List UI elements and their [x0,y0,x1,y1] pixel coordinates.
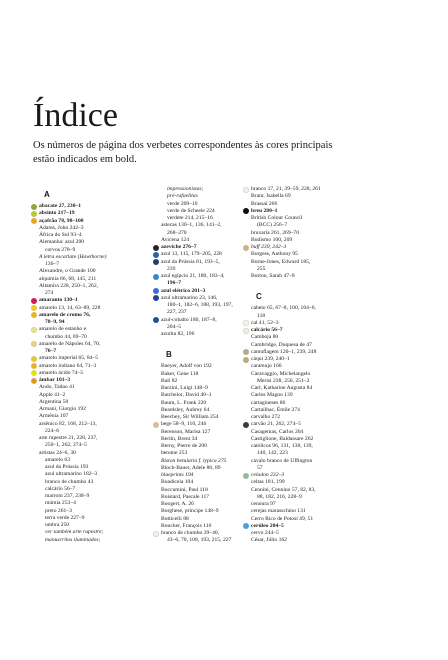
index-entry-text: pré-rafaelitas [167,193,198,200]
index-entry-text: blueprints 194 [161,472,194,478]
index-entry [32,377,158,384]
index-entry-text: azul da Prússia 81, 193–5, [161,258,220,265]
index-entry-text: Barzini, Luigi 148–9 [161,385,208,391]
index-entry-text: umbra 250 [45,522,70,528]
index-entry-text: Boccumini, Paul 118 [161,486,208,493]
index-entry [32,305,158,312]
index-entry [244,273,370,280]
color-swatch-icon [243,422,249,428]
index-entry-text: amaranto 130–1 [39,297,78,304]
index-entry [244,421,370,428]
color-swatch-icon [243,473,249,479]
index-entry-text: azul da Prússia 193 [45,464,89,470]
index-entry-text: bruxaria 261, 269–70 [251,229,300,236]
index-entry [32,247,158,254]
index-entry-text: A letra escarlate (Hawthorne) [39,253,107,260]
index-entry [32,493,158,500]
index-entry [32,268,158,275]
color-swatch-icon [243,357,249,363]
color-swatch-icon [243,349,249,355]
index-entry-text: terra verde 227–9 [45,514,85,521]
index-entry [244,320,370,327]
index-entry-text: amarelo 13, 14, 63–89, 228 [39,304,101,311]
index-entry-text: 224–6 [45,427,59,434]
index-entry [244,201,370,208]
color-swatch-icon [31,298,37,304]
index-entry-text: cerúleo 204–5 [251,522,284,529]
index-entry-text: marrom 237, 238–9 [45,493,90,499]
index-entry-text: Camboja 80 [251,334,279,341]
index-entry-text: Batchelor, David 40–1 [161,392,212,399]
index-entry-text: (BCC) 256–7 [257,222,288,229]
index-entry-text: amarelo 63 [45,456,71,463]
index-entry [32,283,158,290]
index-entry-text: buff 239, 242–3 [251,244,287,250]
index-entry [32,384,158,391]
index-entry [244,230,370,237]
color-swatch-icon [31,356,37,362]
index-entry-text: carvão 21, 262, 274–5 [251,421,301,428]
color-swatch-icon [153,531,159,537]
index-entry-text: carvalho 272 [251,414,281,420]
index-entry-text: arte rupestre 21, 228, 237, [39,435,98,441]
index-entry [32,355,158,362]
index-entry-text: Bloch-Bauer, Adele 86, 89 [161,464,221,471]
index-entry-text: cabelo 65, 67–8, 100, 104–6, [251,305,316,312]
index-entry [244,378,370,385]
index-entry-text: camuflagem 120–1, 239, 248 [251,348,317,355]
index-entry-text: 274 [45,290,54,296]
color-swatch-icon [31,341,37,347]
index-entry-text: azul 13, 115, 179–205, 228 [161,251,222,258]
index-entry-text: cal 41, 52–3 [251,319,279,326]
index-entry-text: calcário 56–7 [45,485,76,492]
index-entry-text: 118 [257,312,266,319]
index-entry-text: Boucher, François 116 [161,522,212,529]
index-entry-text: alquimia 66, 68, 145, 211 [39,275,97,282]
section-spacer [244,280,370,288]
index-entry [32,529,158,536]
index-entry [244,186,370,193]
color-swatch-icon [243,328,249,334]
color-swatch-icon [243,523,249,529]
index-entry-text: Botticelli 88 [161,515,189,522]
index-entry-text: Altamira 228, 250–1, 262, [39,282,99,289]
index-entry [32,500,158,507]
index-entry-text: impressionistas; [167,186,204,192]
index-entry-text: amarelo de Nápoles 64, 70, [39,340,101,347]
index-entry [244,479,370,486]
color-swatch-icon [243,208,249,214]
index-entry-text: Burgess, Anthony 95 [251,251,298,258]
index-entry [32,392,158,399]
page-title: Índice [33,97,118,134]
index-entry-text: Beechey, Sir William 254 [161,414,219,420]
index-entry [32,218,158,225]
index-entry-text: 204–5 [167,323,181,330]
index-entry-text: Bali 82 [161,377,178,384]
index-entry [244,465,370,472]
color-swatch-icon [153,245,159,251]
color-swatch-icon [243,320,249,326]
index-entry [244,327,370,334]
index-entry-text: calcário 56–7 [251,327,283,333]
index-entry-text: Apple 41–2 [39,391,66,398]
color-swatch-icon [153,259,159,265]
index-entry [32,225,158,232]
index-entry-text: 250–1, 262, 274–5 [45,442,87,449]
index-entry-text: 180–1, 182–6, 188, 193, 197, [167,302,233,308]
color-swatch-icon [31,204,37,210]
index-entry [244,400,370,407]
index-entry-text: amarelo imperial 65, 84–5 [39,355,99,362]
index-entry-text: abacate 27, 230–1 [39,203,82,209]
index-entry [244,429,370,436]
index-entry-text: Berny, Pierre de 200 [161,443,207,449]
index-entry [32,232,158,239]
index-entry [244,494,370,501]
index-entry [32,261,158,268]
index-entry [244,472,370,479]
index-entry-text: Brassaï 266 [251,200,278,207]
index-entry [244,537,370,544]
index-entry-text: branco de chumbo 43 [45,478,94,485]
index-entry-text: Cambridge, Duquesa de 47 [251,341,312,348]
index-entry [32,319,158,326]
section-letter: A [44,190,50,199]
index-entry [244,266,370,273]
index-entry-text: Beardsley, Aubrey 64 [161,406,210,413]
index-entry-text: Armênia 107 [39,413,69,420]
index-entry [244,508,370,515]
index-entry-text: verde 209–10 [167,200,198,207]
index-entry [32,326,158,333]
index-entry-text: Cennini, Cennino 57, 82, 83, [251,486,316,493]
index-entry [32,442,158,449]
index-entry-text: Casagemas, Carlos 204 [251,428,304,435]
color-swatch-icon [31,312,37,318]
index-entry-text: âmbar 101–3 [39,377,71,383]
index-entry-text: cartagineses 86 [251,399,286,406]
index-entry [32,348,158,355]
index-entry-text: ver também arte rupestre; [45,529,104,536]
index-entry [244,530,370,537]
index-entry-text: Biston betularia f. typica 275 [161,457,227,464]
index-entry [244,501,370,508]
index-entry [32,537,158,544]
index-entry-text: Baum, L. Frank 220 [161,399,207,406]
index-entry [32,428,158,435]
index-entry-text: amarelo indiano 64, 71–3 [39,362,97,369]
index-entry-text: Alemanha: azul 200 [39,239,85,246]
section-letter: B [166,350,172,360]
index-entry [244,443,370,450]
section-letter: C [256,292,262,302]
index-entry [244,385,370,392]
index-entry [32,370,158,377]
color-swatch-icon [153,317,159,323]
index-entry-text: amarelo ácido 74–5 [39,369,84,376]
color-swatch-icon [31,327,37,333]
index-entry [244,458,370,465]
color-swatch-icon [243,187,249,193]
color-swatch-icon [153,252,159,258]
index-entry-text: corvos 278–9 [45,246,76,253]
intro-line-1: Os números de página dos verbetes correspondentes às cores principais [33,140,333,151]
index-entry [244,244,370,251]
index-entry [244,356,370,363]
index-entry-text: Berlin, Brent 34 [161,435,198,442]
index-entry [244,349,370,356]
index-entry [244,392,370,399]
index-entry-text: Borghese, príncipe 148–9 [161,508,219,515]
index-entry-text: 88, 182, 216, 228–9 [257,493,302,500]
index-entry [32,363,158,370]
index-entry [32,471,158,478]
index-entry-text: breu 280–1 [251,207,278,214]
index-entry [32,515,158,522]
index-entry-text: British Colour Council [251,215,303,221]
index-entry-text: amarelo de estanho e [39,326,87,333]
index-entry [244,450,370,457]
intro-text [33,139,423,166]
index-entry [32,421,158,428]
index-entry-text: 140, 142, 223 [257,450,288,457]
index-entry-text: Budismo 100, 209 [251,236,293,243]
index-entry-text: absinto 217–19 [39,210,75,217]
index-entry-text: Alexandre, o Grande 100 [39,268,96,275]
color-swatch-icon [31,370,37,376]
index-entry [32,290,158,297]
index-entry-text: verdete 214, 215–16 [167,215,213,221]
index-entry-text: César, Júlio 162 [251,537,287,544]
index-entry-text: Castiglione, Baldassare 262 [251,435,314,442]
index-entry [32,297,158,304]
index-entry [32,276,158,283]
index-entry [244,251,370,258]
index-entry-text: chumbo 44, 69–70 [45,333,87,340]
index-entry-text: África do Sul 93–4 [39,232,82,238]
color-swatch-icon [31,211,37,217]
index-entry-text: 43–6, 70, 108, 193, 215, 227 [167,537,232,544]
index-entry-text: cerejas marasschino 131 [251,508,306,515]
color-swatch-icon [31,378,37,384]
index-entry-text: 255 [257,265,266,272]
index-entry-text: Argentina 50 [39,398,69,405]
index-entry-text: cenoura 97 [251,501,276,507]
index-entry-text: 136–7 [45,261,59,267]
index-entry [244,407,370,414]
intro-line-2: estão indicados em bold. [33,153,137,165]
index-entry-text: bege 58–9, 110, 246 [161,421,207,428]
index-entry [244,237,370,244]
index-entry-text: astecas 130–1, 136, 141–2, [161,222,222,229]
index-entry [32,413,158,420]
index-entry-text: azul ultramarino 182–3 [45,471,98,478]
index-entry-text: açafrão 78, 98–100 [39,217,84,224]
index-entry [32,464,158,471]
color-swatch-icon [153,422,159,428]
index-entry-text: artistas 24–6, 30 [39,449,76,456]
index-entry [32,508,158,515]
index-entry-text: Carl, Katharine Augusta 84 [251,385,313,391]
index-entry-text: católicos 96, 131, 138, 139, [251,443,313,449]
index-entry [32,254,158,261]
index-entry-text: Burton, Sarah 47–8 [251,273,295,279]
index-entry [32,399,158,406]
index-entry [244,363,370,370]
index-entry [244,342,370,349]
index-entry [244,436,370,443]
index-entry-text: Boistard, Pascale 117 [161,493,210,500]
index-entry-text: Ando, Tadao 41 [39,384,75,391]
index-entry [244,523,370,530]
index-entry-text: 268–270 [167,229,187,236]
index-entry [244,259,370,266]
index-entry-text: betume 253 [161,450,188,457]
index-entry-text: Caravaggio, Michelangelo [251,370,311,377]
color-swatch-icon [31,305,37,311]
index-entry-text: Berenson, Marisa 127 [161,428,211,435]
index-entry [244,516,370,523]
index-entry-text: celtas 181, 199 [251,479,285,486]
index-entry-text: Cerro Rico de Potosí 49, 51 [251,515,314,522]
index-column-3 [244,186,370,545]
index-entry-text: azul elétrico 201–3 [161,287,206,294]
index-entry-text: Adams, John 242–3 [39,224,84,231]
index-entry-text: caramujo 160 [251,363,282,370]
index-entry-text: cavalo branco de Uffington [251,457,313,464]
index-entry-text: Armani, Giorgio 192 [39,406,86,412]
index-entry-text: arsênico 82, 168, 212–13, [39,420,97,427]
index-entry [244,305,370,312]
index-entry [32,486,158,493]
color-swatch-icon [153,288,159,294]
index-entry-text: azul ultramarino 23, 146, [161,294,218,301]
index-entry-text: cáqui 239, 240–1 [251,356,290,362]
index-entry-text: Merisi 238, 250, 251–2 [257,377,310,384]
index-entry [244,371,370,378]
color-swatch-icon [153,295,159,301]
index-entry-text: Carlos Magno 139 [251,392,293,399]
index-entry-text: Boogert, A. 26 [161,501,194,507]
color-swatch-icon [31,218,37,224]
index-entry-text: 239 [167,265,176,272]
index-entry-text: branco de chumbo 39–40, [161,530,220,536]
index-entry [244,334,370,341]
color-swatch-icon [31,363,37,369]
index-entry [244,208,370,215]
index-entry-text: amarelo de cromo 76, [39,311,91,318]
index-entry-text: azeviche 276–7 [161,244,197,250]
color-swatch-icon [243,245,249,251]
index-entry-text: Boadiceia 104 [161,479,194,486]
index-entry-text: cervo 244–5 [251,530,279,536]
index-entry-text: 196–7 [167,280,181,287]
index-entry [32,435,158,442]
index-entry [32,479,158,486]
index-entry [244,487,370,494]
index-entry-text: 227, 237 [167,309,187,316]
index-entry-text: azul-cobalto 180, 187–8, [161,316,217,323]
index-entry-text: manuscritos iluminados; [45,536,101,543]
index-entry [32,239,158,246]
index-entry [32,450,158,457]
index-entry [32,203,158,210]
index-entry [32,341,158,348]
index-entry [32,406,158,413]
index-entry-text: azul egípcio 21, 180, 183–4, [161,273,225,279]
index-entry-text: Baker, Gene 118 [161,370,199,377]
index-entry [32,312,158,319]
index-column-1 [32,186,158,544]
index-entry-text: verde de Scheele 224 [167,207,215,214]
index-entry-text: 78–9, 94 [45,319,65,325]
index-entry [244,414,370,421]
index-entry-text: branco 17, 21, 39–59, 228, 261 [251,186,321,192]
index-entry [32,334,158,341]
index-entry [244,193,370,200]
index-entry-text: celadon 232–3 [251,472,285,478]
index-entry-text: azurita 82, 196 [161,331,195,337]
index-entry-text: múmia 253–4 [45,500,76,507]
color-swatch-icon [153,274,159,280]
index-entry-text: 76–7 [45,348,57,354]
index-entry-text: Burne-Jones, Edward 185, [251,258,311,265]
index-entry-text: Cartailhac, Émile 274 [251,406,300,413]
index-entry [32,457,158,464]
index-entry-text: preto 261–3 [45,507,72,514]
index-entry-text: 57 [257,464,263,471]
index-entry [32,210,158,217]
index-entry-text: Baeyer, Adolf von 192 [161,363,212,370]
index-entry-text: Avicena 124 [161,236,190,243]
index-entry-text: Brant, Isabella 69 [251,193,291,200]
index-entry [244,313,370,320]
index-entry [244,222,370,229]
index-entry [32,522,158,529]
